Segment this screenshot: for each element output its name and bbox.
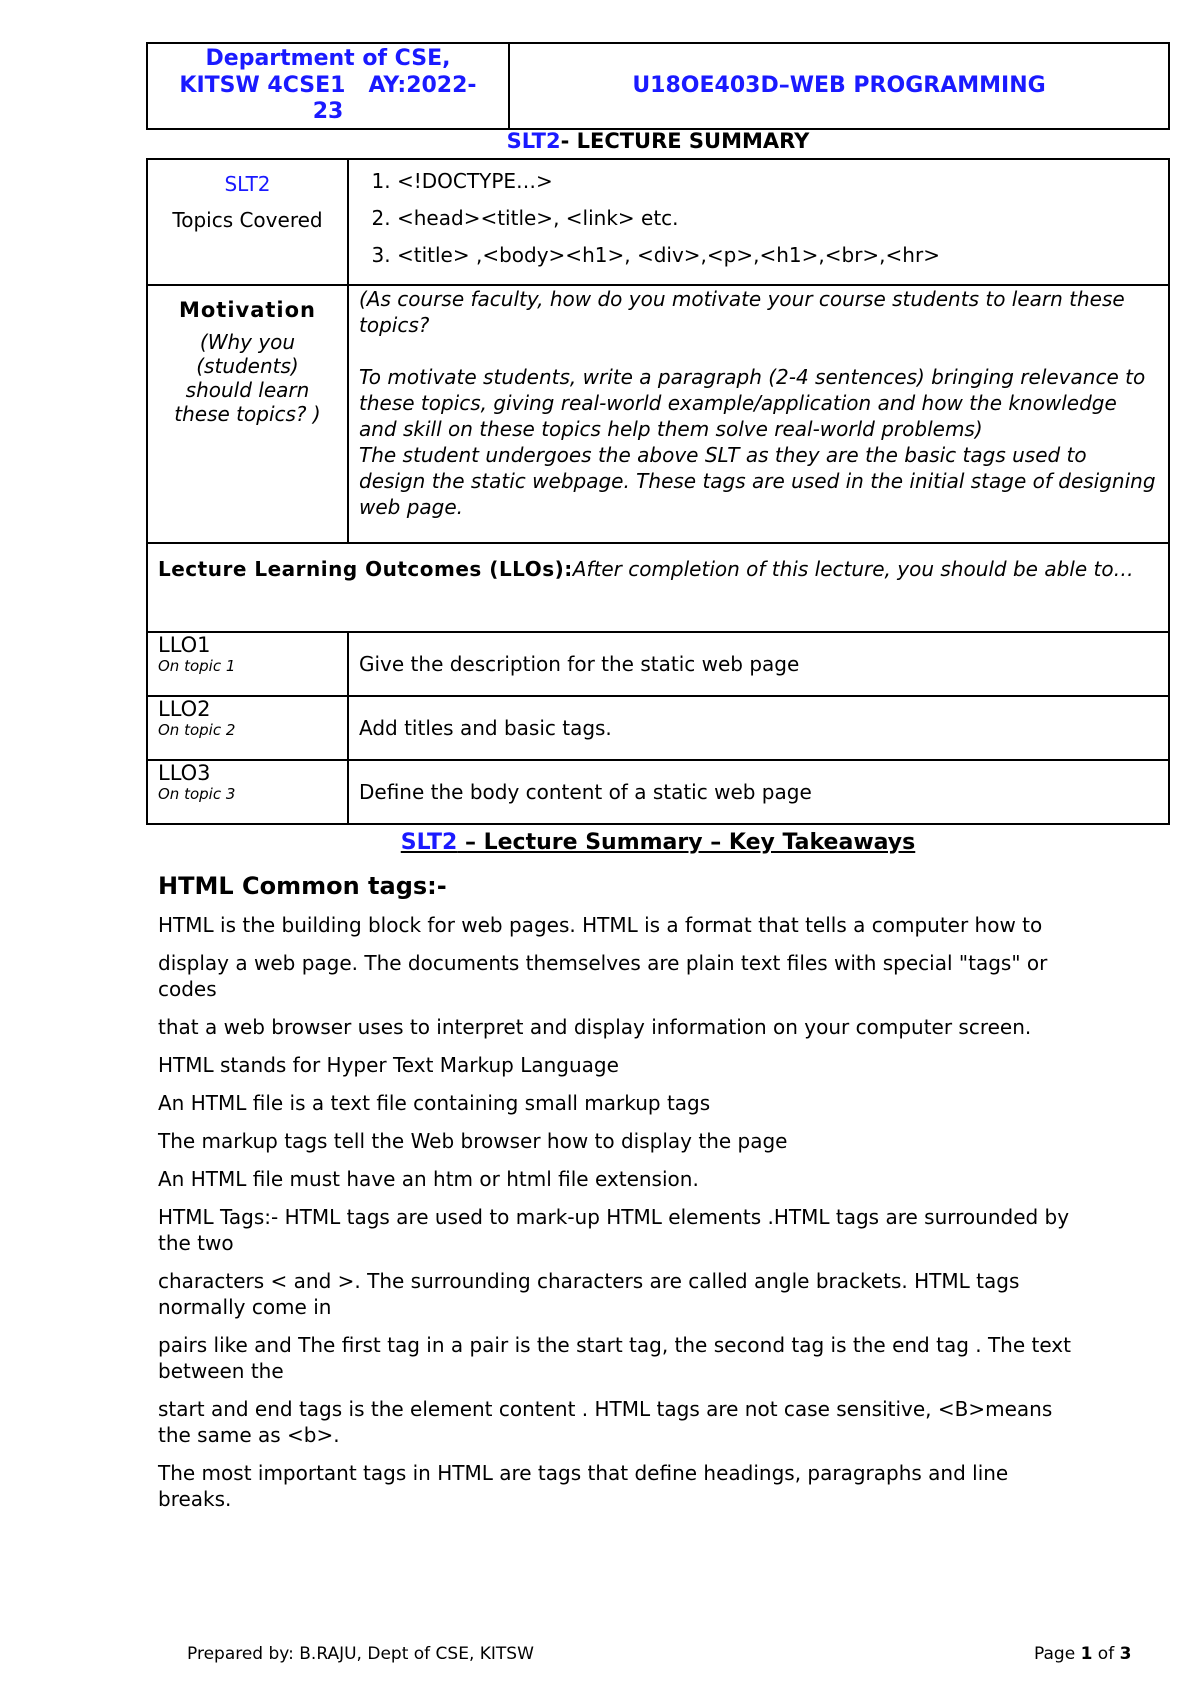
footer-prepared-by — [187, 1644, 534, 1664]
motivation-instructions: To motivate students, write a paragraph (2-4 sentences) bringing relevance to these topics, giving real-world example/application and how the knowledge and skill on these topics help them solve real-world problems) — [359, 365, 1146, 441]
course-cell — [509, 43, 1169, 129]
summary-slt: SLT2 — [506, 129, 561, 153]
llo-topic: On topic 2 — [158, 721, 236, 739]
paragraph: HTML Tags:- HTML tags are used to mark-up HTML elements .HTML tags are surrounded by the two — [158, 1205, 1070, 1255]
dept-line3: 23 — [312, 99, 344, 125]
paragraph: The most important tags in HTML are tags that define headings, paragraphs and line breaks. — [158, 1461, 1009, 1511]
lecture-summary-title — [146, 129, 1170, 153]
department-cell — [147, 43, 509, 129]
llo-id: LLO3 — [158, 761, 211, 785]
llo-heading-cell — [147, 543, 1169, 632]
key-takeaways-title — [146, 830, 1170, 855]
motivation-question: (As course faculty, how do you motivate your course students to learn these topics? — [359, 287, 1125, 337]
motivation-answer: The student undergoes the above SLT as they are the basic tags used to design the static webpage. These tags are used in the initial stage of designing web page. — [359, 443, 1156, 519]
llo-topic: On topic 3 — [158, 785, 236, 803]
summary-rest: - LECTURE SUMMARY — [560, 129, 810, 153]
paragraph: pairs like and The first tag in a pair is the start tag, the second tag is the end tag . The text between the — [158, 1333, 1071, 1383]
topics-list-cell — [348, 159, 1169, 285]
footer-page-number — [1034, 1644, 1131, 1664]
dept-line1: Department of CSE, — [205, 46, 451, 72]
llo-heading-italic: After completion of this lecture, you should be able to… — [572, 557, 1134, 581]
paragraph: that a web browser uses to interpret and display information on your computer screen. — [158, 1015, 1032, 1039]
prepared-value: B.RAJU, Dept of CSE, KITSW — [299, 1644, 534, 1664]
llo-id-cell — [147, 760, 348, 824]
paragraph: HTML stands for Hyper Text Markup Language — [158, 1053, 619, 1077]
course-title: U18OE403D–WEB PROGRAMMING — [632, 72, 1046, 98]
llo-text-cell — [348, 632, 1169, 696]
motivation-sub: (Why you (students) should learn these topics? ) — [174, 330, 321, 426]
takeaways-slt: SLT2 — [400, 830, 458, 855]
paragraph: An HTML file must have an htm or html file extension. — [158, 1167, 699, 1191]
llo-text: Define the body content of a static web page — [359, 780, 812, 804]
llo-row — [147, 760, 1169, 824]
llo-topic: On topic 1 — [158, 657, 236, 675]
paragraph: display a web page. The documents themselves are plain text files with special "tags" or codes — [158, 951, 1048, 1001]
llo-id: LLO2 — [158, 697, 211, 721]
page-label: Page — [1034, 1644, 1081, 1664]
takeaways-rest: – Lecture Summary – Key Takeaways — [457, 830, 916, 855]
topic-item: 3. <title> ,<body><h1>, <div>,<p>,<h1>,<br>,<hr> — [397, 237, 1168, 274]
body-text — [158, 912, 1078, 1524]
summary-table — [146, 158, 1170, 825]
paragraph: start and end tags is the element content . HTML tags are not case sensitive, <B>means the same as <b>. — [158, 1397, 1053, 1447]
page-total: 3 — [1119, 1644, 1132, 1664]
topic-item: 1. <!DOCTYPE…> — [397, 163, 1168, 200]
llo-id-cell — [147, 632, 348, 696]
paragraph: characters < and >. The surrounding characters are called angle brackets. HTML tags normally come in — [158, 1269, 1020, 1319]
topics-list — [349, 163, 1168, 274]
llo-heading: Lecture Learning Outcomes (LLOs): — [158, 557, 573, 581]
paragraph: HTML is the building block for web pages. HTML is a format that tells a computer how to — [158, 913, 1043, 937]
llo-id: LLO1 — [158, 633, 211, 657]
motivation-text-cell — [348, 285, 1169, 543]
motivation-label: Motivation — [178, 298, 317, 322]
llo-id-cell — [147, 696, 348, 760]
paragraph: An HTML file is a text file containing small markup tags — [158, 1091, 711, 1115]
llo-text: Add titles and basic tags. — [359, 716, 612, 740]
dept-line2: KITSW 4CSE1 AY:2022- — [179, 72, 477, 98]
topics-slt: SLT2 — [224, 172, 271, 196]
prepared-label: Prepared by: — [187, 1644, 300, 1664]
topic-item: 2. <head><title>, <link> etc. — [397, 200, 1168, 237]
llo-text-cell — [348, 760, 1169, 824]
llo-row — [147, 632, 1169, 696]
llo-text: Give the description for the static web page — [359, 652, 800, 676]
page-num: 1 — [1080, 1644, 1093, 1664]
motivation-label-cell — [147, 285, 348, 543]
llo-row — [147, 696, 1169, 760]
header-table — [146, 42, 1170, 130]
paragraph: The markup tags tell the Web browser how to display the page — [158, 1129, 788, 1153]
section-heading: HTML Common tags:- — [158, 872, 447, 900]
llo-text-cell — [348, 696, 1169, 760]
topics-label-cell — [147, 159, 348, 285]
topics-label: Topics Covered — [172, 208, 323, 232]
of-label: of — [1092, 1644, 1120, 1664]
